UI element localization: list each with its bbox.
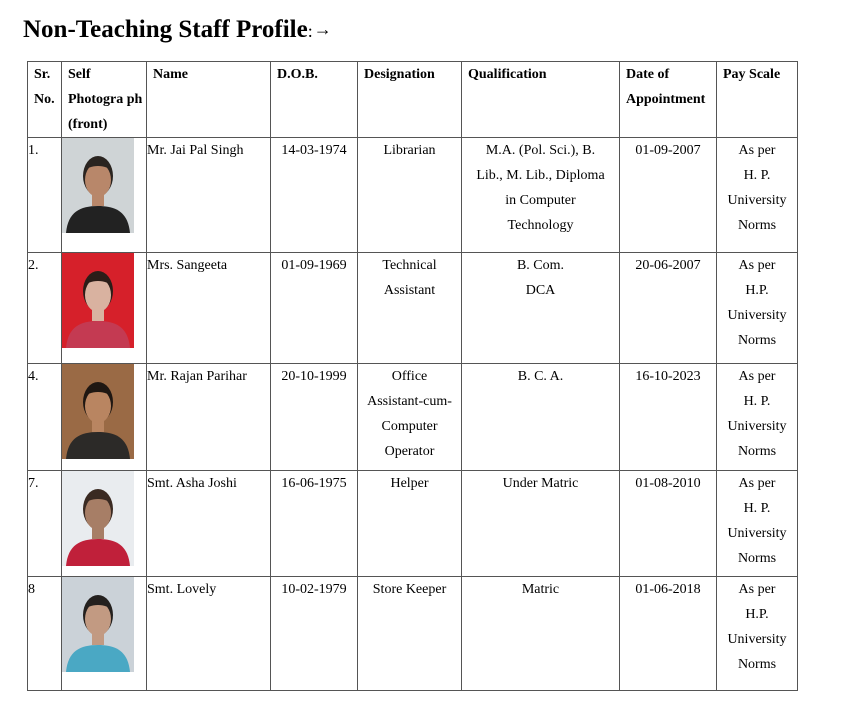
cell-pay-scale-line: H.P. [745, 607, 769, 622]
cell-photograph [62, 471, 147, 577]
cell-pay-scale-line: H. P. [743, 501, 771, 516]
cell-photograph [62, 253, 147, 364]
cell-sr-no: 8 [28, 577, 62, 691]
cell-date-of-appointment: 01-08-2010 [620, 471, 717, 577]
cell-qualification-line: M.A. (Pol. Sci.), B. [485, 143, 596, 158]
cell-pay-scale-line: Norms [737, 551, 777, 566]
cell-pay-scale [717, 471, 798, 577]
table-row [28, 577, 798, 691]
cell-designation [358, 471, 462, 577]
cell-name: Smt. Asha Joshi [147, 471, 271, 577]
cell-designation-line: Librarian [383, 143, 436, 158]
cell-pay-scale-line: Norms [737, 218, 777, 233]
staff-photo [62, 364, 134, 459]
table-row [28, 253, 798, 364]
cell-qualification-line: in Computer [505, 193, 576, 208]
staff-photo [62, 577, 134, 672]
cell-pay-scale [717, 577, 798, 691]
cell-designation [358, 138, 462, 253]
cell-qualification-line: Technology [507, 218, 574, 233]
cell-designation-line: Helper [390, 476, 429, 491]
cell-qualification-line: B. C. A. [517, 369, 564, 384]
cell-date-of-appointment: 01-09-2007 [620, 138, 717, 253]
page-title-colon: : [307, 21, 313, 41]
cell-pay-scale-line: As per [738, 582, 776, 597]
staff-photo [62, 471, 134, 566]
cell-pay-scale-line: As per [738, 369, 776, 384]
table-row [28, 364, 798, 471]
cell-pay-scale-line: H. P. [743, 394, 771, 409]
cell-pay-scale-line: Norms [737, 657, 777, 672]
cell-date-of-appointment: 01-06-2018 [620, 577, 717, 691]
cell-pay-scale-line: Norms [737, 333, 777, 348]
cell-qualification-line: DCA [525, 283, 556, 298]
cell-qualification [462, 138, 620, 253]
cell-date-of-appointment: 20-06-2007 [620, 253, 717, 364]
cell-qualification-line: Under Matric [502, 476, 579, 491]
cell-designation-line: Technical [382, 258, 437, 273]
staff-photo [62, 253, 134, 348]
cell-dob: 01-09-1969 [271, 253, 358, 364]
cell-pay-scale-line: As per [738, 258, 776, 273]
cell-designation-line: Assistant-cum- [367, 394, 452, 409]
cell-pay-scale-line: H. P. [743, 168, 771, 183]
page-title-text: Non-Teaching Staff Profile [23, 16, 308, 43]
cell-date-of-appointment: 16-10-2023 [620, 364, 717, 471]
cell-pay-scale-line: University [727, 193, 787, 208]
cell-photograph [62, 364, 147, 471]
cell-qualification [462, 253, 620, 364]
cell-designation [358, 577, 462, 691]
cell-pay-scale-line: Norms [737, 444, 777, 459]
cell-pay-scale [717, 138, 798, 253]
cell-name: Mr. Rajan Parihar [147, 364, 271, 471]
cell-dob: 16-06-1975 [271, 471, 358, 577]
header-dob: D.O.B. [271, 62, 358, 138]
cell-sr-no: 2. [28, 253, 62, 364]
staff-table [27, 61, 798, 691]
cell-designation-line: Computer [381, 419, 438, 434]
cell-sr-no: 4. [28, 364, 62, 471]
cell-designation-line: Store Keeper [372, 582, 447, 597]
cell-pay-scale-line: H.P. [745, 283, 769, 298]
page-title [23, 16, 332, 44]
cell-pay-scale-line: As per [738, 143, 776, 158]
cell-qualification-line: B. Com. [516, 258, 565, 273]
cell-photograph [62, 577, 147, 691]
header-row [28, 62, 798, 138]
cell-pay-scale-line: As per [738, 476, 776, 491]
header-date-of-appointment: Date of Appointment [620, 62, 717, 138]
cell-photograph [62, 138, 147, 253]
cell-name: Mr. Jai Pal Singh [147, 138, 271, 253]
header-designation: Designation [358, 62, 462, 138]
header-qualification: Qualification [462, 62, 620, 138]
arrow-right-icon: → [313, 19, 332, 39]
cell-pay-scale-line: University [727, 526, 787, 541]
cell-pay-scale-line: University [727, 419, 787, 434]
cell-designation-line: Assistant [383, 283, 436, 298]
cell-dob: 14-03-1974 [271, 138, 358, 253]
cell-pay-scale [717, 364, 798, 471]
cell-pay-scale-line: University [727, 632, 787, 647]
cell-qualification-line: Lib., M. Lib., Diploma [476, 168, 605, 183]
header-name: Name [147, 62, 271, 138]
cell-name: Smt. Lovely [147, 577, 271, 691]
table-row [28, 471, 798, 577]
cell-qualification [462, 577, 620, 691]
cell-qualification [462, 471, 620, 577]
cell-dob: 10-02-1979 [271, 577, 358, 691]
header-sr-no: Sr. No. [28, 62, 62, 138]
cell-designation-line: Office [391, 369, 428, 384]
cell-qualification [462, 364, 620, 471]
header-photograph: Self Photogra ph (front) [62, 62, 147, 138]
cell-sr-no: 7. [28, 471, 62, 577]
header-pay-scale: Pay Scale [717, 62, 798, 138]
cell-sr-no: 1. [28, 138, 62, 253]
staff-photo [62, 138, 134, 233]
cell-name: Mrs. Sangeeta [147, 253, 271, 364]
cell-dob: 20-10-1999 [271, 364, 358, 471]
cell-pay-scale [717, 253, 798, 364]
cell-designation [358, 253, 462, 364]
table-row [28, 138, 798, 253]
cell-pay-scale-line: University [727, 308, 787, 323]
cell-designation-line: Operator [384, 444, 435, 459]
cell-qualification-line: Matric [521, 582, 560, 597]
cell-designation [358, 364, 462, 471]
